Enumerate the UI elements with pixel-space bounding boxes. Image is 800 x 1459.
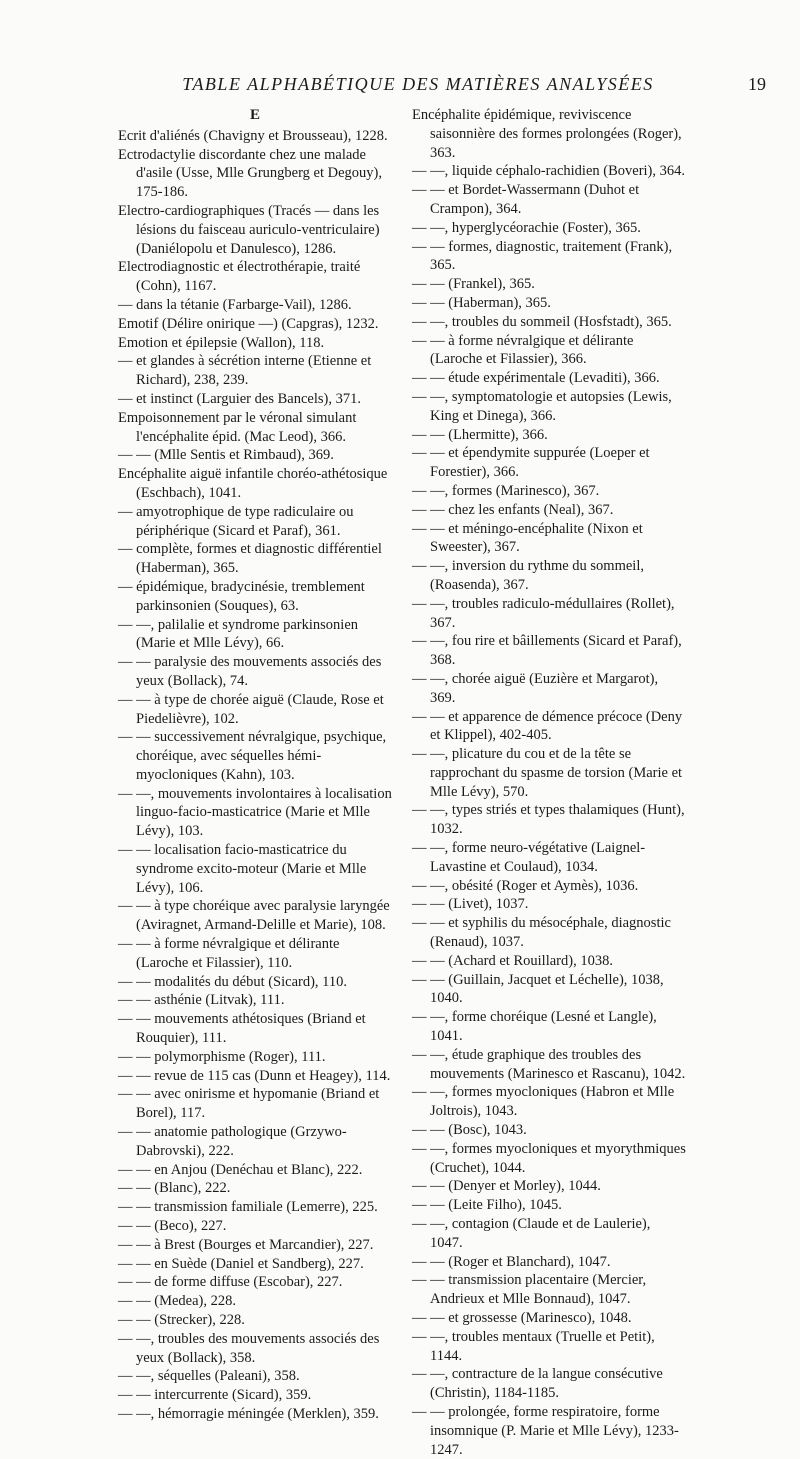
index-entry: — — formes, diagnostic, traitement (Frank), 365.: [412, 238, 673, 274]
index-entry: — — à type de chorée aiguë (Claude, Rose et Piedelièvre), 102.: [118, 691, 384, 727]
index-entry: — —, inversion du rythme du sommeil, (Roasenda), 367.: [412, 558, 644, 593]
index-entry: — — (Haberman), 365.: [412, 294, 551, 311]
index-entry: — — et épendymite suppurée (Loeper et Forestier), 366.: [412, 445, 650, 481]
index-entry: — — à type choréique avec paralysie laryngée (Aviragnet, Armand-Delille et Marie), 108.: [118, 898, 390, 934]
index-entry: — — (Livet), 1037.: [412, 896, 529, 913]
index-entry: — —, fou rire et bâillements (Sicard et Paraf), 368.: [412, 633, 682, 669]
index-entry: — — transmission placentaire (Mercier, Andrieux et Mlle Bonnaud), 1047.: [412, 1272, 647, 1308]
index-entry: — — paralysie des mouvements associés des yeux (Bollack), 74.: [118, 654, 382, 689]
running-head-title: TABLE ALPHABÉTIQUE DES MATIÈRES ANALYSÉES: [182, 74, 654, 94]
index-entry: — et glandes à sécrétion interne (Etienne et Richard), 238, 239.: [118, 353, 372, 389]
index-entry: Emotif (Délire onirique —) (Capgras), 1232.: [118, 315, 379, 332]
index-entry: — — étude expérimentale (Levaditi), 366.: [412, 370, 660, 387]
index-entry: — — à Brest (Bourges et Marcandier), 227.: [118, 1236, 374, 1253]
index-entry: — dans la tétanie (Farbarge-Vail), 1286.: [118, 296, 352, 313]
index-entry: — — intercurrente (Sicard), 359.: [118, 1387, 312, 1404]
index-entry: — —, forme neuro-végétative (Laignel-Lavastine et Coulaud), 1034.: [412, 840, 646, 875]
index-entry: — épidémique, bradycinésie, tremblement parkinsonien (Souques), 63.: [118, 578, 365, 614]
index-entry: — — (Mlle Sentis et Rimbaud), 369.: [118, 447, 334, 464]
index-entry: — —, formes (Marinesco), 367.: [412, 482, 600, 499]
index-entry: — —, troubles mentaux (Truelle et Petit), 1144.: [412, 1328, 655, 1364]
index-entry: — — avec onirisme et hypomanie (Briand et Borel), 117.: [118, 1086, 380, 1122]
left-column: [118, 106, 392, 1424]
index-entry: — — (Lhermitte), 366.: [412, 426, 548, 443]
index-entry: — — prolongée, forme respiratoire, forme insomnique (P. Marie et Mlle Lévy), 1233-1247.: [412, 1403, 679, 1458]
index-entry: — — en Anjou (Denéchau et Blanc), 222.: [118, 1161, 363, 1178]
index-entry: — — (Leite Filho), 1045.: [412, 1197, 562, 1214]
index-entry: Electro-cardiographiques (Tracés — dans les lésions du faisceau auriculo-ventriculaire) (Daniélopolu et Danulesco), 1286.: [118, 202, 380, 257]
index-entry: — — chez les enfants (Neal), 367.: [412, 501, 614, 518]
index-entry: — — (Strecker), 228.: [118, 1312, 245, 1328]
index-entry: — complète, formes et diagnostic différentiel (Haberman), 365.: [118, 541, 382, 577]
left-entries-list: [118, 127, 392, 1424]
index-entry: — — (Medea), 228.: [118, 1293, 236, 1310]
index-entry: — —, contracture de la langue consécutive (Christin), 1184-1185.: [412, 1366, 663, 1402]
index-entry: — —, mouvements involontaires à localisation linguo-facio-masticatrice (Marie et Mlle Lévy), 103.: [118, 785, 392, 840]
index-entry: — — et Bordet-Wassermann (Duhot et Crampon), 364.: [412, 182, 640, 217]
index-entry: — —, types striés et types thalamiques (Hunt), 1032.: [412, 802, 685, 838]
index-entry: — — et apparence de démence précoce (Deny et Klippel), 402-405.: [412, 708, 683, 744]
index-entry: — — transmission familiale (Lemerre), 225.: [118, 1199, 378, 1216]
index-entry: Empoisonnement par le véronal simulant l'encéphalite épid. (Mac Leod), 366.: [118, 409, 357, 445]
index-entry: — —, troubles du sommeil (Hosfstadt), 365.: [412, 313, 672, 330]
index-entry: Emotion et épilepsie (Wallon), 118.: [118, 334, 325, 351]
index-entry: — et instinct (Larguier des Bancels), 371.: [118, 390, 361, 407]
index-entry: — amyotrophique de type radiculaire ou périphérique (Sicard et Paraf), 361.: [118, 503, 354, 539]
index-entry: — — (Achard et Rouillard), 1038.: [412, 952, 613, 969]
index-entry: — — asthénie (Litvak), 111.: [118, 992, 285, 1009]
index-entry: — — (Roger et Blanchard), 1047.: [412, 1253, 611, 1270]
index-entry: — —, symptomatologie et autopsies (Lewis, King et Dinega), 366.: [412, 388, 672, 424]
index-entry: — — et méningo-encéphalite (Nixon et Sweester), 367.: [412, 520, 643, 556]
index-entry: — —, formes myocloniques et myorythmiques (Cruchet), 1044.: [412, 1140, 686, 1176]
index-entry: Encéphalite aiguë infantile choréo-athétosique (Eschbach), 1041.: [118, 466, 388, 501]
index-entry: Ectrodactylie discordante chez une malade d'asile (Usse, Mlle Grungberg et Degouy), 175-186.: [118, 146, 382, 201]
index-entry: — — (Frankel), 365.: [412, 276, 535, 293]
index-entry: Electrodiagnostic et électrothérapie, traité (Cohn), 1167.: [118, 259, 361, 295]
index-entry: — —, liquide céphalo-rachidien (Boveri), 364.: [412, 163, 686, 180]
index-entry: — — polymorphisme (Roger), 111.: [118, 1048, 326, 1065]
index-entry: — — en Suède (Daniel et Sandberg), 227.: [118, 1255, 364, 1272]
index-entry: — —, troubles radiculo-médullaires (Rollet), 367.: [412, 595, 675, 631]
index-entry: — — (Beco), 227.: [118, 1218, 227, 1235]
index-entry: — — à forme névralgique et délirante (Laroche et Filassier), 110.: [118, 936, 340, 971]
index-entry: — — anatomie pathologique (Grzywo-Dabrovski), 222.: [118, 1124, 347, 1159]
index-entry: — —, formes myocloniques (Habron et Mlle Joltrois), 1043.: [412, 1084, 675, 1120]
index-entry: — —, séquelles (Paleani), 358.: [118, 1368, 300, 1385]
page-number: 19: [748, 74, 766, 94]
index-entry: — — revue de 115 cas (Dunn et Heagey), 114.: [118, 1067, 391, 1084]
index-entry: — — successivement névralgique, psychique, choréique, avec séquelles hémi-myocloniques (Kahn), 103.: [118, 729, 387, 783]
right-entries-list: [412, 106, 686, 1459]
index-entry: — —, forme choréique (Lesné et Langle), 1041.: [412, 1009, 657, 1045]
index-entry: — — modalités du début (Sicard), 110.: [118, 973, 348, 990]
index-entry: — —, étude graphique des troubles des mouvements (Marinesco et Rascanu), 1042.: [412, 1046, 686, 1082]
index-entry: — —, obésité (Roger et Aymès), 1036.: [412, 877, 639, 894]
index-entry: — — mouvements athétosiques (Briand et Rouquier), 111.: [118, 1011, 366, 1047]
index-entry: — — de forme diffuse (Escobar), 227.: [118, 1274, 343, 1291]
index-entry: — —, contagion (Claude et de Laulerie), 1047.: [412, 1216, 651, 1251]
index-entry: — — (Bosc), 1043.: [412, 1122, 527, 1139]
index-entry: — — (Guillain, Jacquet et Léchelle), 1038, 1040.: [412, 971, 664, 1007]
index-entry: — —, hémorragie méningée (Merklen), 359.: [118, 1405, 379, 1422]
index-entry: — — localisation facio-masticatrice du syndrome excito-moteur (Marie et Mlle Lévy), 106.: [118, 842, 367, 896]
index-entry: — — à forme névralgique et délirante (Laroche et Filassier), 366.: [412, 332, 634, 368]
index-entry: — —, chorée aiguë (Euzière et Margarot), 369.: [412, 670, 659, 706]
index-entry: — — (Denyer et Morley), 1044.: [412, 1178, 601, 1195]
index-entry: Encéphalite épidémique, reviviscence saisonnière des formes prolongées (Roger), 363.: [412, 107, 682, 161]
index-entry: — —, troubles des mouvements associés des yeux (Bollack), 358.: [118, 1330, 380, 1366]
index-entry: — —, hyperglycéorachie (Foster), 365.: [412, 219, 641, 236]
index-entry: — — et grossesse (Marinesco), 1048.: [412, 1310, 632, 1326]
index-entry: — —, palilalie et syndrome parkinsonien (Marie et Mlle Lévy), 66.: [118, 616, 359, 652]
index-entry: — —, plicature du cou et de la tête se rapprochant du spasme de torsion (Marie et Mlle Lévy), 570.: [412, 746, 683, 800]
index-entry: Ecrit d'aliénés (Chavigny et Brousseau), 1228.: [118, 127, 388, 144]
index-entry: — — (Blanc), 222.: [118, 1180, 231, 1197]
index-entry: — — et syphilis du mésocéphale, diagnostic (Renaud), 1037.: [412, 915, 671, 951]
section-letter: E: [249, 107, 260, 123]
right-column: [412, 106, 686, 1459]
